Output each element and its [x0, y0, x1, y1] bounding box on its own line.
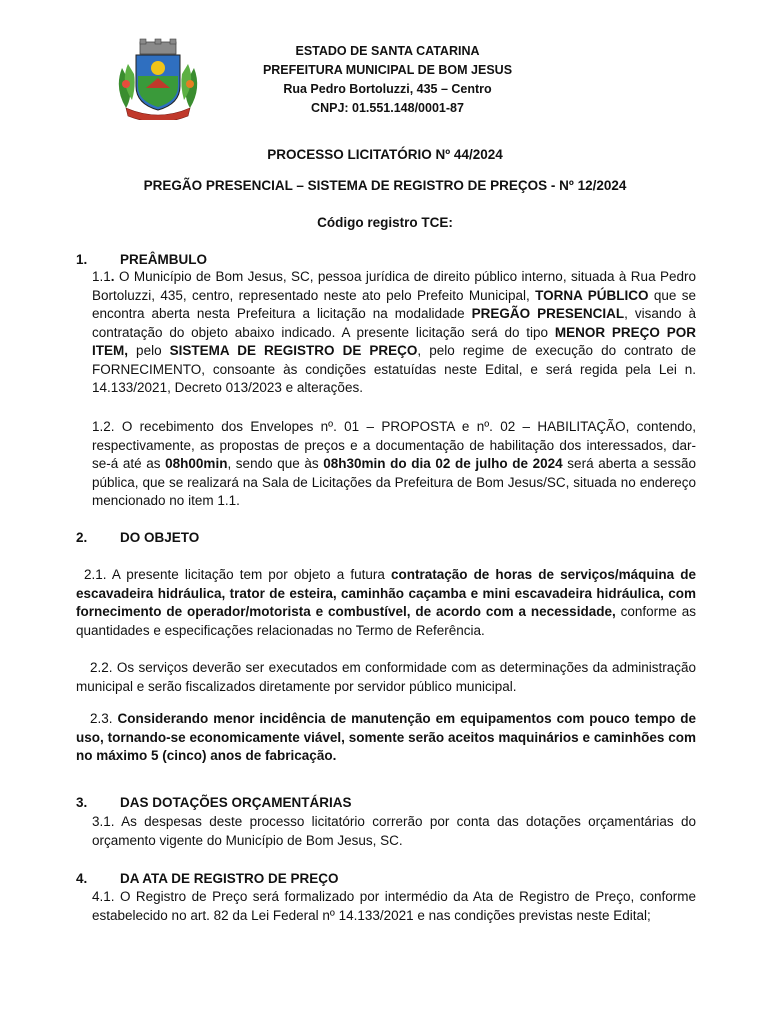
section-4-number: 4.: [76, 871, 88, 886]
process-title: PROCESSO LICITATÓRIO Nº 44/2024: [267, 147, 503, 162]
paragraph-2-3: 2.3. Considerando menor incidência de manutenção em equipamentos com pouco tempo de uso, tornando-se economicamente viável, somente serão aceitos maquinários e caminhões com no máximo 5 (cinco) anos de fabricação.: [76, 711, 696, 763]
section-3-title: DAS DOTAÇÕES ORÇAMENTÁRIAS: [120, 795, 352, 810]
header-prefeitura: PREFEITURA MUNICIPAL DE BOM JESUS: [262, 63, 513, 77]
paragraph-1-1: 1.1. O Município de Bom Jesus, SC, pessoa jurídica de direito público interno, situada à Rua Pedro Bortoluzzi, 435, centro, representado neste ato pelo Prefeito Municipal, TORNA PÚBLICO que se encontra aberta nesta Prefeitura a licitação na modalidade PREGÃO PRESENCIAL, visando à contratação do objeto abaixo indicado. A presente licitação será do tipo MENOR PREÇO POR ITEM, pelo SISTEMA DE REGISTRO DE PREÇO, pelo regime de execução do contrato de FORNECIMENTO, consoante às condições estatuídas neste Edital, e será regida pela Lei n. 14.133/2021, Decreto 013/2023 e alterações.: [92, 269, 696, 395]
paragraph-2-2: 2.2. Os serviços deverão ser executados em conformidade com as determinações da administração municipal e serão fiscalizados diretamente por servidor público municipal.: [76, 660, 696, 694]
section-1-number: 1.: [76, 252, 88, 267]
section-4-title: DA ATA DE REGISTRO DE PREÇO: [120, 871, 339, 886]
section-2-number: 2.: [76, 530, 88, 545]
paragraph-2-1: 2.1. A presente licitação tem por objeto a futura contratação de horas de serviços/máquina de escavadeira hidráulica, trator de esteira, caminhão caçamba e mini escavadeira hidráulica, com fornecimento de operador/motorista e combustível, de acordo com a necessidade, conforme as quantidades e especificações relacionadas no Termo de Referência.: [76, 567, 696, 638]
tce-code-label: Código registro TCE:: [317, 215, 453, 230]
header-state: ESTADO DE SANTA CATARINA: [295, 44, 480, 58]
coat-of-arms-icon: [112, 38, 204, 120]
paragraph-4-1: 4.1. O Registro de Preço será formalizado por intermédio da Ata de Registro de Preço, conforme estabelecido no art. 82 da Lei Federal nº 14.133/2021 e nas condições previstas neste Edital;: [92, 889, 696, 923]
section-2-title: DO OBJETO: [120, 530, 200, 545]
section-1-title: PREÂMBULO: [120, 252, 207, 267]
paragraph-3-1: 3.1. As despesas deste processo licitatório correrão por conta das dotações orçamentárias do orçamento vigente do Município de Bom Jesus, SC.: [92, 814, 696, 848]
header-address: Rua Pedro Bortoluzzi, 435 – Centro: [283, 82, 492, 96]
section-3-number: 3.: [76, 795, 88, 810]
header-cnpj: CNPJ: 01.551.148/0001-87: [311, 101, 464, 115]
paragraph-1-2: 1.2. O recebimento dos Envelopes nº. 01 – PROPOSTA e nº. 02 – HABILITAÇÃO, contendo, respectivamente, as propostas de preços e a documentação de habilitação dos interessados, dar-se-á até as 08h00min, sendo que às 08h30min do dia 02 de julho de 2024 será aberta a sessão pública, que se realizará na Sala de Licitações da Prefeitura de Bom Jesus/SC, situada no endereço mencionado no item 1.1.: [92, 419, 696, 508]
pregao-title: PREGÃO PRESENCIAL – SISTEMA DE REGISTRO DE PREÇOS - Nº 12/2024: [143, 178, 627, 193]
